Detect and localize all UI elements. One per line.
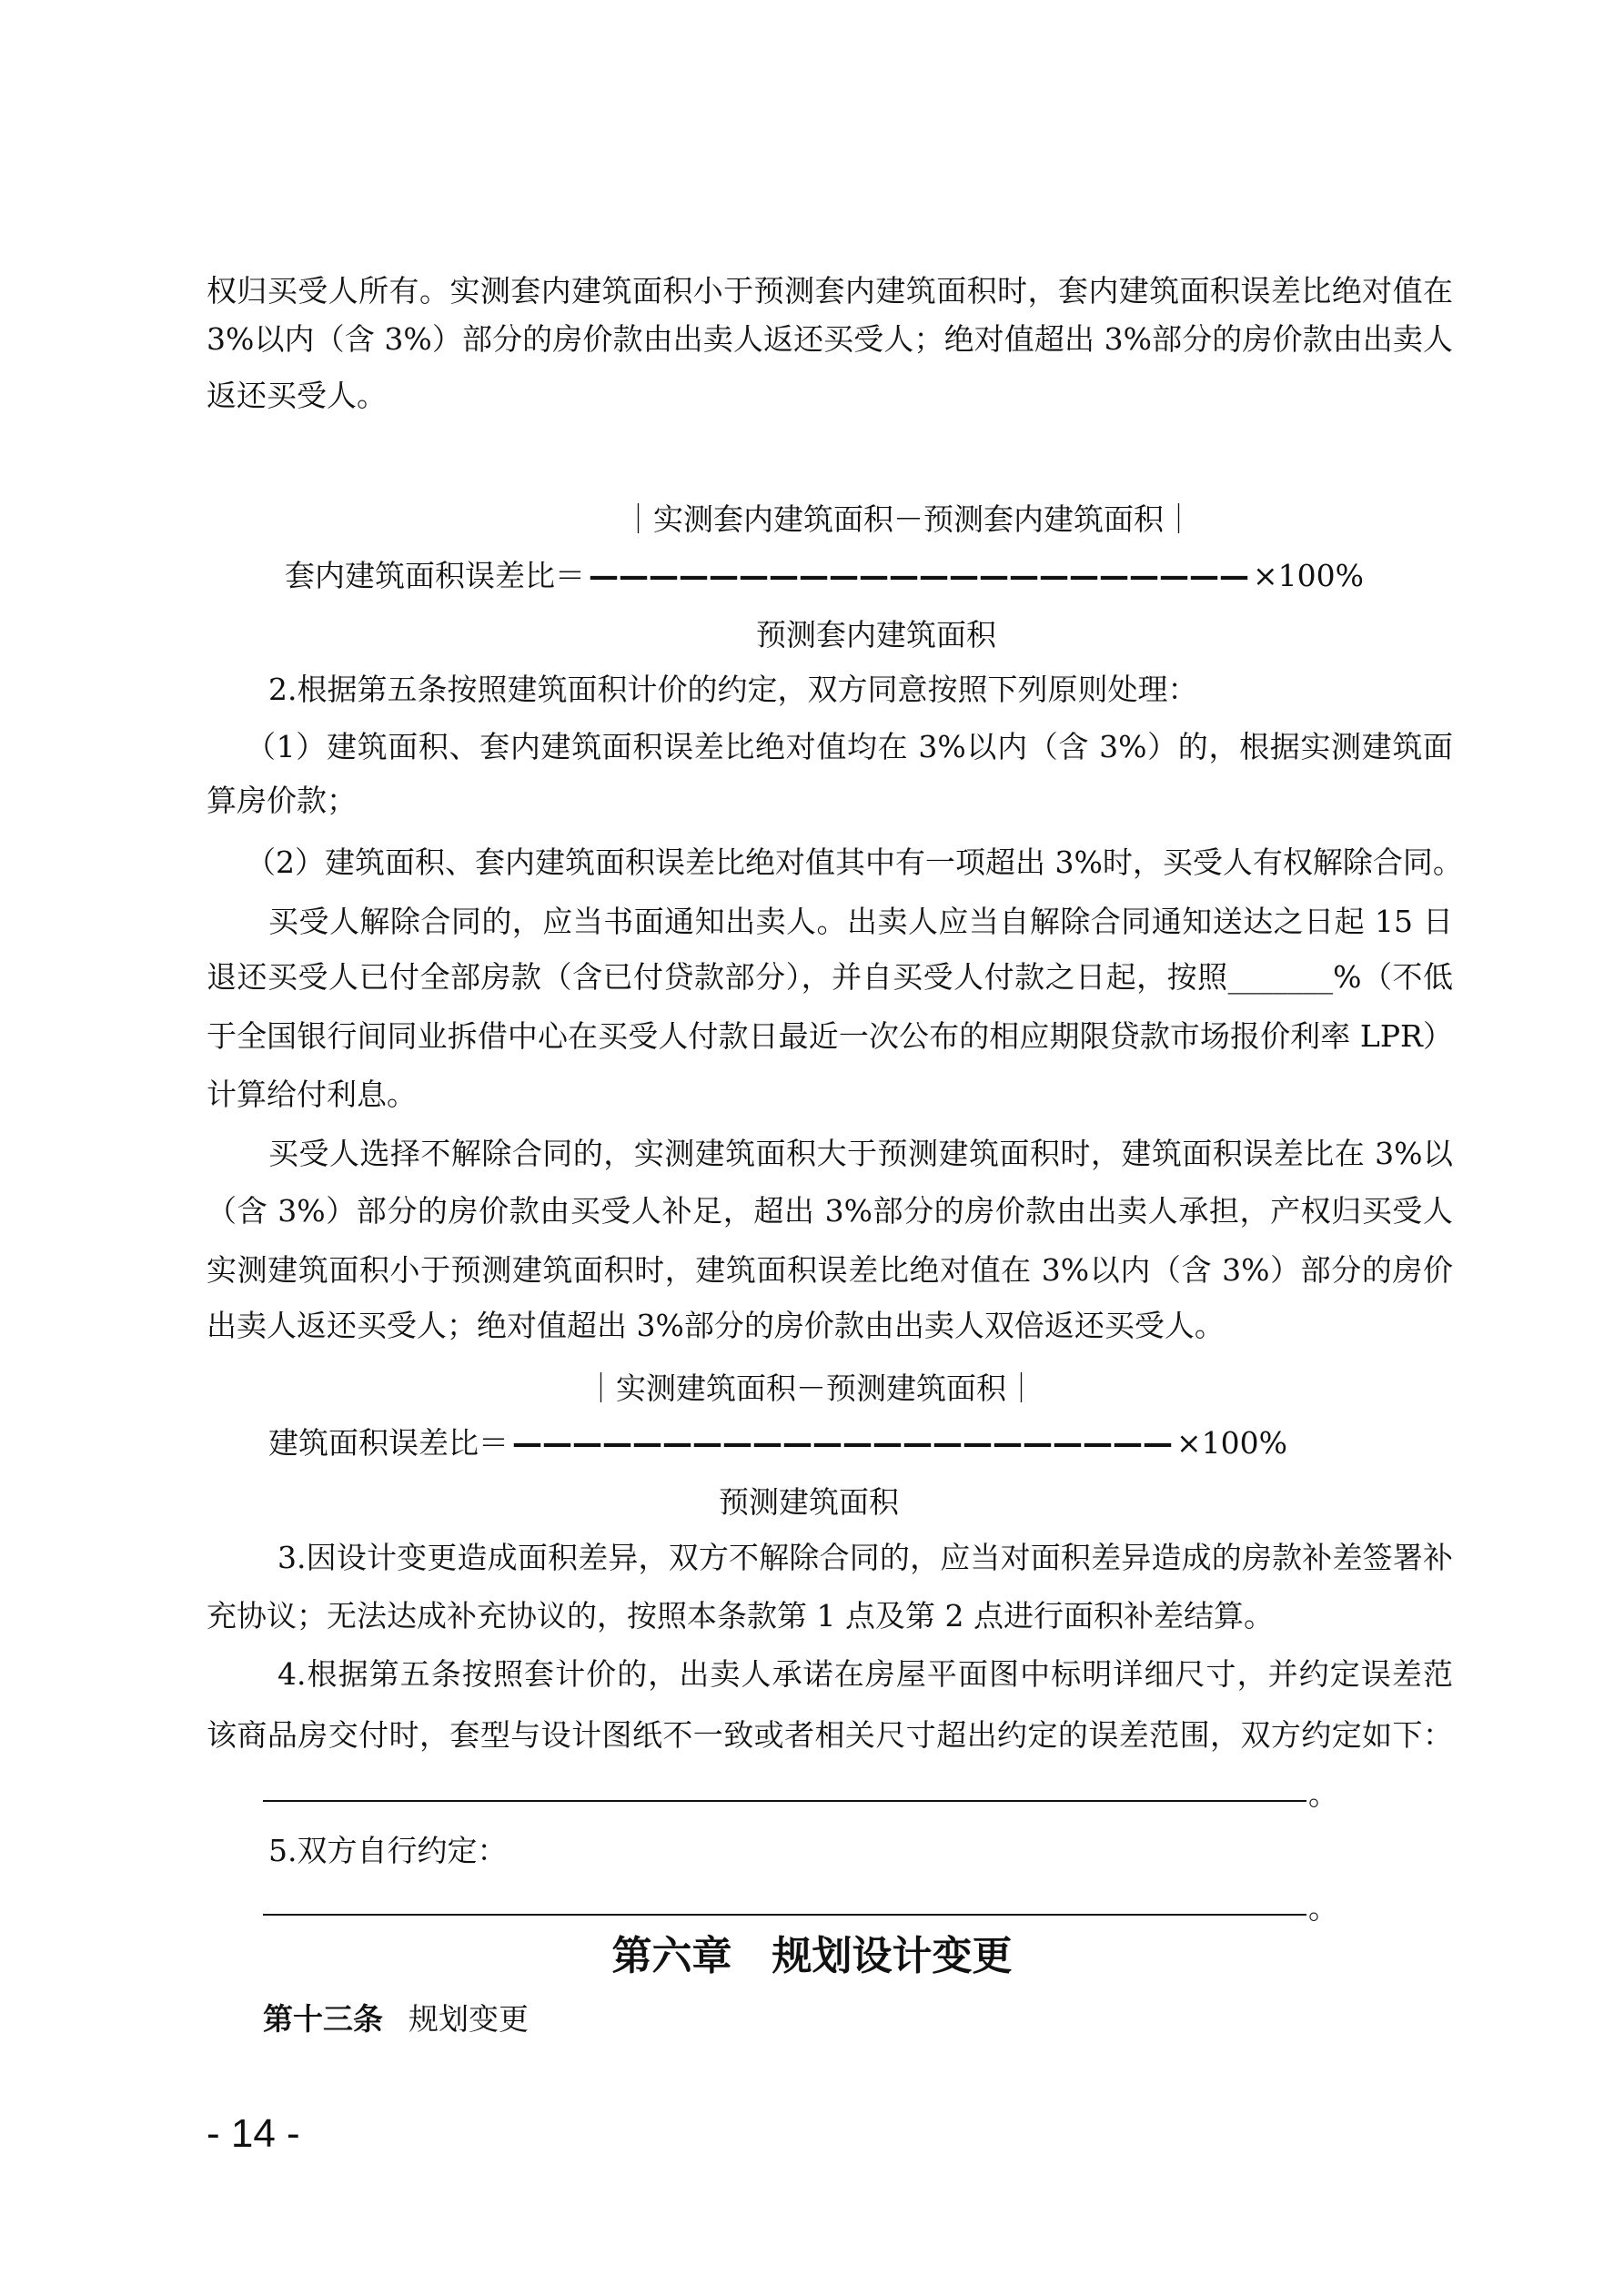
- formula-fraction-bar: ——————————————————————: [589, 558, 1249, 593]
- formula-row: [268, 1425, 1287, 1462]
- text-line: 出卖人返还买受人；绝对值超出 3%部分的房价款由出卖人双倍返还买受人。: [207, 1308, 1225, 1343]
- text-line: 买受人选择不解除合同的，实测建筑面积大于预测建筑面积时，建筑面积误差比在 3%以: [268, 1136, 1453, 1171]
- text-line: 于全国银行间同业拆借中心在买受人付款日最近一次公布的相应期限贷款市场报价利率 LPR）: [207, 1018, 1453, 1054]
- text-line: （2）建筑面积、套内建筑面积误差比绝对值其中有一项超出 3%时，买受人有权解除合同。: [246, 845, 1463, 880]
- blank-line-end: 。: [1308, 1776, 1338, 1812]
- article-title: 规划变更: [409, 2001, 529, 2037]
- text-line: 该商品房交付时，套型与设计图纸不一致或者相关尺寸超出约定的误差范围，双方约定如下：: [207, 1717, 1453, 1753]
- text-line: 实测建筑面积小于预测建筑面积时，建筑面积误差比绝对值在 3%以内（含 3%）部分的房价: [207, 1252, 1453, 1288]
- formula-numerator: ｜实测建筑面积－预测建筑面积｜: [586, 1371, 1036, 1406]
- text-line: 3.因设计变更造成面积差异，双方不解除合同的，应当对面积差异造成的房款补差签署补: [277, 1540, 1453, 1575]
- formula-label: 套内建筑面积误差比＝: [285, 558, 585, 593]
- text-line: 3%以内（含 3%）部分的房价款由出卖人返还买受人；绝对值超出 3%部分的房价款由出卖人: [207, 321, 1453, 357]
- formula-fraction-bar: ——————————————————————: [512, 1425, 1173, 1461]
- formula-multiplier: ×100%: [1176, 1425, 1287, 1461]
- chapter-heading: 第六章 规划设计变更: [611, 1933, 1013, 1979]
- article-number: 第十三条: [263, 2001, 383, 2037]
- text-line: 退还买受人已付全部房款（含已付贷款部分），并自买受人付款之日起，按照_______%（不低: [207, 959, 1453, 995]
- blank-line-end: 。: [1308, 1890, 1338, 1926]
- text-line: 算房价款；: [207, 783, 357, 818]
- formula-numerator: ｜实测套内建筑面积－预测套内建筑面积｜: [623, 501, 1194, 537]
- text-line: 2.根据第五条按照建筑面积计价的约定，双方同意按照下列原则处理：: [268, 672, 1198, 707]
- text-line: 5.双方自行约定：: [268, 1833, 508, 1868]
- text-line: 4.根据第五条按照套计价的，出卖人承诺在房屋平面图中标明详细尺寸，并约定误差范: [277, 1656, 1453, 1692]
- text-line: （1）建筑面积、套内建筑面积误差比绝对值均在 3%以内（含 3%）的，根据实测建筑面: [246, 729, 1453, 764]
- text-line: 返还买受人。: [207, 378, 387, 413]
- text-line: 计算给付利息。: [207, 1077, 417, 1112]
- formula-denominator: 预测建筑面积: [719, 1484, 899, 1520]
- text-line: 充协议；无法达成补充协议的，按照本条款第 1 点及第 2 点进行面积补差结算。: [207, 1598, 1274, 1633]
- formula-denominator: 预测套内建筑面积: [756, 617, 996, 652]
- formula-row: [285, 558, 1364, 594]
- text-line: （含 3%）部分的房价款由买受人补足，超出 3%部分的房价款由出卖人承担，产权归买受人: [207, 1193, 1453, 1229]
- blank-fill-line: [263, 1800, 1306, 1802]
- page-number: - 14 -: [207, 2111, 300, 2156]
- text-line: 买受人解除合同的，应当书面通知出卖人。出卖人应当自解除合同通知送达之日起 15 日: [268, 904, 1453, 939]
- blank-fill-line: [263, 1914, 1306, 1916]
- article-heading: [263, 2001, 529, 2038]
- formula-label: 建筑面积误差比＝: [268, 1425, 509, 1461]
- formula-multiplier: ×100%: [1253, 558, 1364, 593]
- text-line: 权归买受人所有。实测套内建筑面积小于预测套内建筑面积时，套内建筑面积误差比绝对值在: [207, 273, 1453, 308]
